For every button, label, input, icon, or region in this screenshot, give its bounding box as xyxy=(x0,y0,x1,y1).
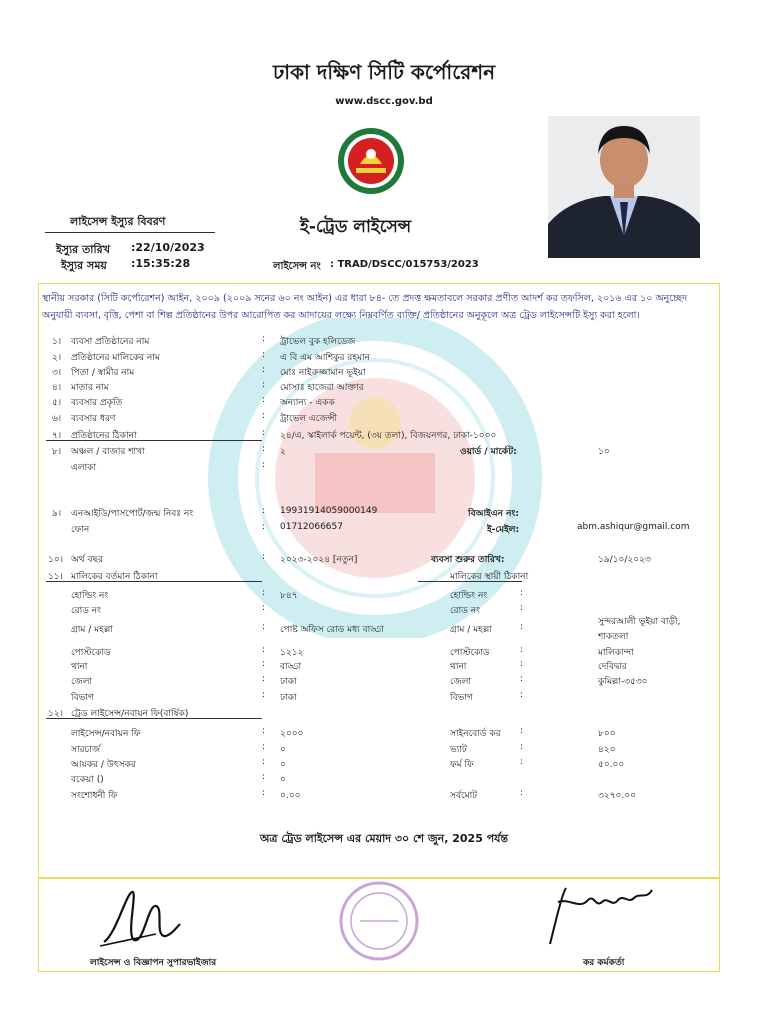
fee-label-right: ফর্ম ফি xyxy=(450,760,474,770)
tax-officer-label: কর কর্মকর্তা xyxy=(583,958,625,968)
intro-paragraph: স্থানীয় সরকার (সিটি কর্পোরেশন) আইন, ২০০৯ (২০০৯ সনের ৬০ নং আইন) এর ধারা ৮৪- তে প্রদত্ত ক্ষমতাবলে সরকার প্রণীত আদর্শ কর তফসিল, ২০১৬ এর ১০ অনুচ্ছেদ অনুযায়ী ব্যবসা, বৃত্তি, পেশা বা শিল্প প্রতিষ্ঠানের উপর আরোপিত কর আদায়ের লক্ষ্যে নিম্নবর্ণিত ব্যক্তি/ প্রতিষ্ঠানের অনুকূলে অত্র ট্রেড লাইসেন্সটি ইস্যু করা হলো। xyxy=(42,293,688,321)
fees-label: ট্রেড লাইসেন্স/নবায়ন ফি(বার্ষিক) xyxy=(71,709,189,719)
fee-value-right: ৫০.০০ xyxy=(598,760,625,770)
ward-value: ১০ xyxy=(598,447,610,457)
field-value: মোঃ নাইরুজ্জামান ভূইয়া xyxy=(280,368,366,378)
nid-label: এনআইডি/পাসপোর্ট/জন্ম নিবঃ নং xyxy=(71,509,194,519)
fiscal-num: ১০। xyxy=(48,555,63,565)
fee-colon: : xyxy=(262,757,266,767)
official-stamp xyxy=(338,880,420,962)
divider xyxy=(46,440,262,441)
address-colon: : xyxy=(262,588,266,598)
fees-num: ১২। xyxy=(48,709,63,719)
address-value: ১২১২ xyxy=(280,648,304,658)
field-label: প্রতিষ্ঠানের মালিকের নাম xyxy=(71,353,160,363)
fee-value: ০ xyxy=(280,760,286,770)
permanent-colon: : xyxy=(520,645,524,655)
permanent-address-value: সুন্দরআলী ভূইয়া বাড়ী, xyxy=(598,617,681,627)
permanent-colon: : xyxy=(520,603,524,613)
field-number: ৫। xyxy=(52,398,62,408)
field-number: ৬। xyxy=(52,414,62,424)
field-colon: : xyxy=(262,334,266,344)
area-label: এলাকা xyxy=(71,463,97,473)
field-value: ২৪/এ, স্কাইলার্ক পয়েন্ট, (৩য় তলা), বিজয়নগর, ঢাকা-১০০০ xyxy=(280,431,497,441)
fee-value-right: ৪২০ xyxy=(598,745,616,755)
permanent-colon: : xyxy=(520,674,524,684)
address-label: জেলা xyxy=(71,677,93,687)
field-colon: : xyxy=(262,395,266,405)
field-number: ৭। xyxy=(52,431,62,441)
permanent-colon: : xyxy=(520,588,524,598)
field-colon: : xyxy=(262,380,266,390)
permanent-address-label-item: রোড নং xyxy=(450,606,480,616)
permanent-address-label-item: বিভাগ xyxy=(450,693,473,703)
phone-label: ফোন xyxy=(71,525,90,535)
fee-value: ০ xyxy=(280,745,286,755)
fee-colon: : xyxy=(262,772,266,782)
address-colon: : xyxy=(262,690,266,700)
zone-label: অঞ্চল / বাজার শাখা xyxy=(71,447,145,457)
ward-label: ওয়ার্ড / মার্কেট: xyxy=(460,447,517,457)
license-number-value: : TRAD/DSCC/015753/2023 xyxy=(330,259,479,270)
fiscal-value: ২০২৩-২০২৪ [নতুন] xyxy=(280,555,358,565)
nid-colon: : xyxy=(262,506,266,516)
fiscal-label: অর্থ বছর xyxy=(71,555,103,565)
permanent-address-label-item: পোস্টকোড xyxy=(450,648,490,658)
fee-colon-right: : xyxy=(520,726,524,736)
address-label: রোড নং xyxy=(71,606,101,616)
phone-value: 01712066657 xyxy=(280,522,343,532)
permanent-colon: : xyxy=(520,659,524,669)
corporation-title: ঢাকা দক্ষিণ সিটি কর্পোরেশন xyxy=(272,60,496,84)
field-label: ব্যবসার প্রকৃতি xyxy=(71,398,123,408)
field-colon: : xyxy=(262,365,266,375)
fee-label: বকেয়া () xyxy=(71,775,104,785)
address-label: গ্রাম / মহল্লা xyxy=(71,625,113,635)
address-label: হোল্ডিং নং xyxy=(71,591,109,601)
permanent-address-label-item: হোল্ডিং নং xyxy=(450,591,488,601)
fee-value: ০ xyxy=(280,775,286,785)
permanent-address-value: কুমিল্লা-৩৫৩০ xyxy=(598,677,648,687)
address-value: পোষ্ট অফিস রোড মধ্য বাড্ডা xyxy=(280,625,384,635)
field-number: ৩। xyxy=(52,368,62,378)
right-signature xyxy=(540,880,660,950)
issue-details-title: লাইসেন্স ইস্যুর বিবরণ xyxy=(70,215,166,228)
zone-colon: : xyxy=(262,444,266,454)
field-value: মোসাঃ হাজেরা আক্তার xyxy=(280,383,364,393)
address-colon: : xyxy=(262,603,266,613)
fee-label-right: সর্বমোট xyxy=(450,791,478,801)
permanent-address-label-item: জেলা xyxy=(450,677,472,687)
zone-num: ৮। xyxy=(52,447,62,457)
issue-date-label: ইস্যুর তারিখ xyxy=(56,243,110,256)
watermark-seal xyxy=(175,318,575,638)
address-value: ঢাকা xyxy=(280,693,297,703)
permanent-address-value-line2: শাকতলা xyxy=(598,632,629,642)
address-label: পোস্টকোড xyxy=(71,648,111,658)
address-colon: : xyxy=(262,674,266,684)
address-colon: : xyxy=(262,645,266,655)
divider xyxy=(46,718,262,719)
bin-label: বিআইএন নং: xyxy=(468,509,519,519)
fee-label-right: ভ্যাট xyxy=(450,745,467,755)
fee-label: আয়কর / উৎসকর xyxy=(71,760,136,770)
permanent-colon: : xyxy=(520,690,524,700)
fee-value-right: ৩২৭০.০০ xyxy=(598,791,636,801)
address-value: ঢাকা xyxy=(280,677,297,687)
issue-time-label: ইস্যুর সময় xyxy=(61,259,107,272)
license-number-label: লাইসেন্স নং xyxy=(273,261,321,272)
supervisor-label: লাইসেন্স ও বিজ্ঞাপন সুপারভাইজার xyxy=(90,958,217,968)
address-label: থানা xyxy=(71,662,88,672)
website-url: www.dscc.gov.bd xyxy=(335,96,433,107)
area-colon: : xyxy=(262,460,266,470)
permanent-address-label-item: থানা xyxy=(450,662,467,672)
address-num: ১১। xyxy=(48,572,63,582)
nid-value: 19931914059000149 xyxy=(280,506,378,516)
field-number: ২। xyxy=(52,353,62,363)
fee-label: লাইসেন্স/নবায়ন ফি xyxy=(71,729,141,739)
permanent-address-value: মালিকান্দা xyxy=(598,648,634,658)
phone-colon: : xyxy=(262,522,266,532)
issue-time-value: :15:35:28 xyxy=(131,257,191,270)
fee-colon: : xyxy=(262,742,266,752)
start-date-value: ১৯/১০/২০২৩ xyxy=(598,555,651,565)
divider xyxy=(46,581,262,582)
permanent-address-label-item: গ্রাম / মহল্লা xyxy=(450,625,492,635)
fee-colon-right: : xyxy=(520,757,524,767)
field-value: ট্রাভেল এজেন্সী xyxy=(280,414,338,424)
fee-colon-right: : xyxy=(520,742,524,752)
fee-label-right: সাইনবোর্ড কর xyxy=(450,729,501,739)
etrade-license-title: ই-ট্রেড লাইসেন্স xyxy=(300,217,412,237)
divider xyxy=(45,232,215,233)
address-colon: : xyxy=(262,659,266,669)
field-colon: : xyxy=(262,411,266,421)
field-label: পিতা / স্বামীর নাম xyxy=(71,368,135,378)
issue-date-value: :22/10/2023 xyxy=(131,241,205,254)
email-value: abm.ashiqur@gmail.com xyxy=(577,522,690,532)
fee-colon: : xyxy=(262,726,266,736)
divider xyxy=(418,581,522,582)
fee-value-right: ৮০০ xyxy=(598,729,616,739)
field-colon: : xyxy=(262,428,266,438)
field-colon: : xyxy=(262,350,266,360)
field-value: অন্যান্য - একক xyxy=(280,398,335,408)
fiscal-colon: : xyxy=(262,552,266,562)
fee-value: ২০০০ xyxy=(280,729,304,739)
address-colon: : xyxy=(262,622,266,632)
start-date-label: ব্যবসা শুরুর তারিখ: xyxy=(431,555,505,565)
email-label: ই-মেইল: xyxy=(487,525,520,535)
field-number: ১। xyxy=(52,337,62,347)
address-value: ৮৪৭ xyxy=(280,591,298,601)
fee-colon: : xyxy=(262,788,266,798)
address-value: বাড্ডা xyxy=(280,662,302,672)
field-label: ব্যবসা প্রতিষ্ঠানের নাম xyxy=(71,337,150,347)
permanent-address-value: দেবিদ্বার xyxy=(598,662,627,672)
owner-photo xyxy=(548,116,700,258)
permanent-address-label: মালিকের স্থায়ী ঠিকানা xyxy=(450,572,529,582)
address-label: বিভাগ xyxy=(71,693,94,703)
field-number: ৪। xyxy=(52,383,62,393)
present-address-label: মালিকের বর্তমান ঠিকানা xyxy=(71,572,158,582)
field-label: প্রতিষ্ঠানের ঠিকানা xyxy=(71,431,137,441)
zone-value: ২ xyxy=(280,447,286,457)
field-value: এ বি এম আশিকুর রহমান xyxy=(280,353,371,363)
field-label: মাতার নাম xyxy=(71,383,109,393)
fee-label: সারচার্জ xyxy=(71,745,101,755)
nid-num: ৯। xyxy=(52,509,62,519)
left-signature xyxy=(96,884,182,952)
permanent-colon: : xyxy=(520,622,524,632)
fee-value: ০.০০ xyxy=(280,791,301,801)
fee-label: সংশোধনী ফি xyxy=(71,791,118,801)
fee-colon-right: : xyxy=(520,788,524,798)
field-label: ব্যবসার ধরণ xyxy=(71,414,116,424)
dscc-logo xyxy=(334,126,408,196)
validity-note: অত্র ট্রেড লাইসেন্স এর মেয়াদ ৩০ শে জুন, 2025 পর্যন্ত xyxy=(259,832,509,845)
field-value: ট্রাভেল বুক হলিডেজ xyxy=(280,337,356,347)
